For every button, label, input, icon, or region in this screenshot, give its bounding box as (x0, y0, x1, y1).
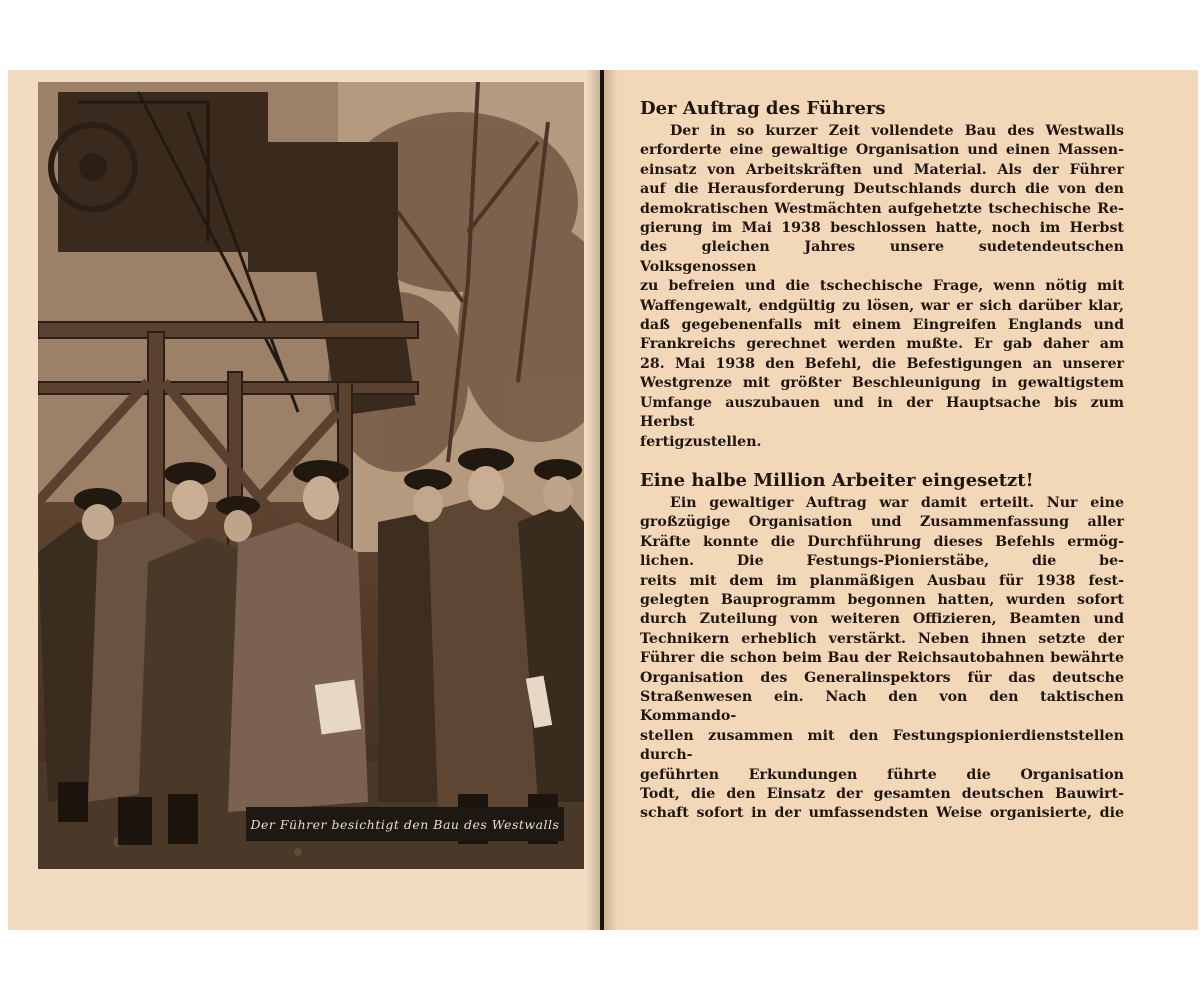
text-line: Umfange auszubauen und in der Hauptsache bis zum Herbst (640, 394, 1124, 431)
text-line: einsatz von Arbeitskräften und Material. Als der Führer (640, 161, 1124, 178)
text-line: gelegten Bauprogramm begonnen hatten, wurden sofort (640, 591, 1124, 608)
text-line: Westgrenze mit größter Beschleunigung in gewaltigstem (640, 375, 1124, 392)
text-line: daß gegebenenfalls mit einem Eingreifen Englands und (640, 317, 1124, 334)
text-line: Kräfte konnte die Durchführung dieses Befehls ermög- (640, 533, 1124, 550)
paragraph-2 (640, 494, 1124, 824)
photo-illustration (38, 82, 584, 869)
text-line: Ein gewaltiger Auftrag war damit erteilt. Nur eine (670, 494, 1124, 511)
text-line: Technikern erheblich verstärkt. Neben ihnen setzte der (640, 630, 1124, 647)
article-text (640, 96, 1124, 824)
text-line: demokratischen Westmächten aufgehetzte tschechische Re- (640, 200, 1124, 217)
text-line: Führer die schon beim Bau der Reichsautobahnen bewährte (640, 650, 1124, 667)
text-line: 28. Mai 1938 den Befehl, die Befestigungen an unserer (640, 355, 1124, 372)
text-line: lichen. Die Festungs-Pionierstäbe, die be- (640, 553, 1124, 570)
text-line: zu befreien und die tschechische Frage, wenn nötig mit (640, 278, 1124, 295)
text-line: fertigzustellen. (640, 433, 762, 450)
text-line: des gleichen Jahres unsere sudetendeutschen Volksgenossen (640, 239, 1124, 275)
text-line: gierung im Mai 1938 beschlossen hatte, noch im Herbst (640, 220, 1124, 237)
photo-caption: Der Führer besichtigt den Bau des Westwalls (246, 807, 564, 841)
heading-arbeiter: Eine halbe Million Arbeiter eingesetzt! (640, 469, 1034, 491)
paragraph-1 (640, 122, 1124, 452)
text-line: Straßenwesen ein. Nach den von den taktischen Kommando- (640, 688, 1124, 725)
text-line: erforderte eine gewaltige Organisation und einen Massen- (640, 142, 1124, 159)
right-page (604, 70, 1198, 930)
text-line: Waffengewalt, endgültig zu lösen, war er sich darüber klar, (640, 297, 1124, 314)
text-line: Frankreichs gerechnet werden mußte. Er gab daher am (640, 336, 1124, 353)
text-line: auf die Herausforderung Deutschlands durch die von den (640, 181, 1124, 198)
text-line: großzügige Organisation und Zusammenfassung aller (640, 514, 1124, 531)
text-line: reits mit dem im planmäßigen Ausbau für 1938 fest- (640, 572, 1124, 589)
text-line: Der in so kurzer Zeit vollendete Bau des Westwalls (670, 123, 1124, 139)
text-line: durch Zuteilung von weiteren Offizieren, Beamten und (640, 611, 1124, 628)
historical-photo (38, 82, 584, 869)
text-line: geführten Erkundungen führte die Organisation (640, 766, 1124, 783)
text-line: Todt, die den Einsatz der gesamten deutschen Bauwirt- (640, 786, 1124, 802)
text-line: stellen zusammen mit den Festungspionierdienststellen durch- (640, 727, 1124, 764)
text-line: schaft sofort in der umfassendsten Weise organisierte, die (640, 805, 1124, 822)
heading-auftrag: Der Auftrag des Führers (640, 98, 886, 119)
booklet-spread (8, 70, 1198, 930)
left-page (8, 70, 600, 930)
text-line: Organisation des Generalinspektors für das deutsche (640, 669, 1124, 686)
